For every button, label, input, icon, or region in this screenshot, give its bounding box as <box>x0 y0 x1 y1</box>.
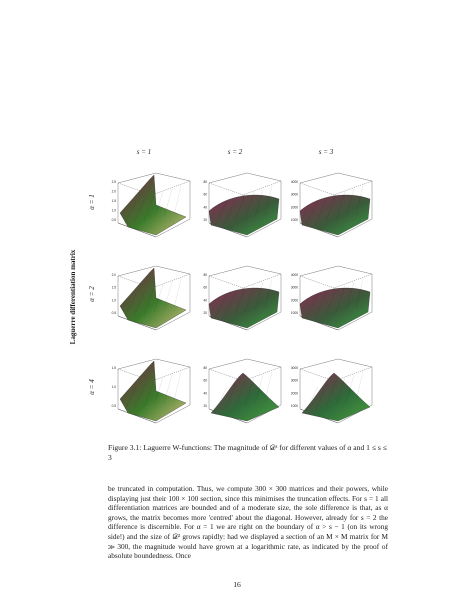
row-header-alpha1: α = 1 <box>88 194 96 210</box>
column-header-s1: s = 1 <box>136 148 152 156</box>
z-tick-label: 1.5 <box>111 199 116 203</box>
z-tick-label: 0.5 <box>111 311 116 315</box>
z-tick-label: 1.5 <box>111 366 116 370</box>
surface-plot-r2-c1 <box>106 258 194 338</box>
surface-mesh <box>120 268 186 328</box>
page-number: 16 <box>233 580 241 589</box>
z-tick-label: 2.0 <box>111 189 116 194</box>
z-tick-label: 3000 <box>290 285 298 290</box>
z-tick-label: 4000 <box>290 366 298 370</box>
surface-plot-svg <box>106 165 194 245</box>
row-header-alpha2: α = 2 <box>88 286 96 302</box>
z-tick-label: 20 <box>203 404 207 408</box>
z-tick-label: 20 <box>203 218 207 222</box>
z-tick-label: 1000 <box>290 311 298 315</box>
z-tick-label: 4000 <box>290 180 298 184</box>
z-tick-label: 20 <box>203 311 207 315</box>
surface-plot-svg <box>106 351 194 431</box>
z-tick-label: 1.5 <box>111 285 116 290</box>
body-paragraph <box>108 484 388 561</box>
body-paragraph-text: be truncated in computation. Thus, we compute 300 × 300 matrices and their powers, while displaying just their 100 × 100 section, since this minimises the truncation effects. For s = 1 all differentiation matrices are bounded and of a moderate size, the sole difference is that, as α grows, the matrix becomes more 'centred' about the diagonal. However, already for s = 2 the difference is discernible. For α = 1 we are right on the boundary of α > s − 1 (on its wrong side!) and the size of 𝒟² grows rapidly: had we displayed a section of an M × M matrix for M ≫ 300, the magnitude would have grown at a logarithmic rate, as indicated by the proof of absolute boundedness. Once <box>108 484 388 561</box>
z-tick-label: 1000 <box>290 404 298 408</box>
z-tick-label: 4000 <box>290 273 298 277</box>
surface-plot-svg <box>197 351 285 431</box>
surface-plot-r1-c2 <box>197 165 285 245</box>
z-tick-label: 80 <box>203 180 207 184</box>
surface-mesh <box>211 373 279 421</box>
z-tick-label: 1000 <box>290 218 298 222</box>
z-tick-label: 1.0 <box>111 208 116 213</box>
surface-plot-svg <box>197 258 285 338</box>
surface-plot-r2-c3 <box>288 258 376 338</box>
z-tick-label: 60 <box>203 285 207 290</box>
z-tick-label: 0.5 <box>111 404 116 408</box>
z-tick-label: 1.0 <box>111 385 116 389</box>
z-tick-label: 80 <box>203 366 207 370</box>
z-tick-label: 40 <box>203 298 207 303</box>
z-tick-label: 40 <box>203 391 207 396</box>
surface-mesh <box>302 373 370 421</box>
z-tick-label: 2.5 <box>111 180 116 184</box>
surface-plot-svg <box>288 258 376 338</box>
surface-plot-r3-c1 <box>106 351 194 431</box>
surface-plot-r1-c1 <box>106 165 194 245</box>
z-tick-label: 2000 <box>290 298 298 303</box>
surface-mesh <box>120 175 186 235</box>
z-tick-label: 80 <box>203 273 207 277</box>
surface-plot-svg <box>288 165 376 245</box>
surface-plot-r1-c3 <box>288 165 376 245</box>
z-tick-label: 1.0 <box>111 298 116 303</box>
surface-plot-svg <box>197 165 285 245</box>
surface-plot-svg <box>106 258 194 338</box>
z-tick-label: 0.5 <box>111 218 116 222</box>
z-tick-label: 2000 <box>290 391 298 396</box>
column-header-s3: s = 3 <box>318 148 334 156</box>
surface-mesh <box>120 361 186 421</box>
z-tick-label: 3000 <box>290 378 298 383</box>
row-header-alpha4: α = 4 <box>88 379 96 395</box>
z-tick-label: 3000 <box>290 192 298 197</box>
z-tick-label: 40 <box>203 205 207 210</box>
figure-caption: Figure 3.1: Laguerre W-functions: The magnitude of 𝒟ˢ for different values of α and 1 ≤ s ≤ 3 <box>108 443 387 463</box>
z-tick-label: 60 <box>203 192 207 197</box>
surface-plot-r3-c2 <box>197 351 285 431</box>
z-tick-label: 60 <box>203 378 207 383</box>
surface-plot-r3-c3 <box>288 351 376 431</box>
surface-plot-r2-c2 <box>197 258 285 338</box>
surface-plot-svg <box>288 351 376 431</box>
z-tick-label: 2000 <box>290 205 298 210</box>
z-tick-label: 2.0 <box>111 273 116 277</box>
column-header-s2: s = 2 <box>227 148 243 156</box>
figure-side-label: Laguerre differentiation matrix <box>69 249 77 345</box>
